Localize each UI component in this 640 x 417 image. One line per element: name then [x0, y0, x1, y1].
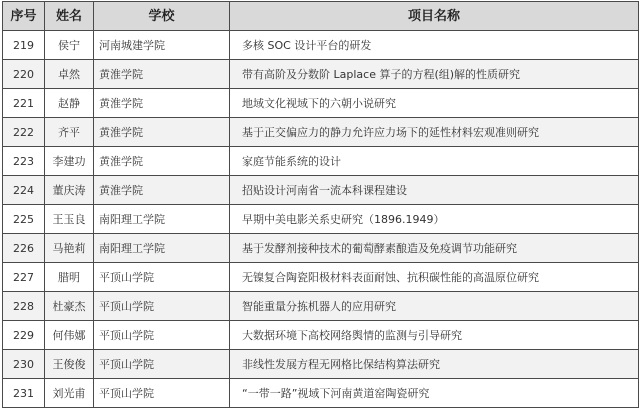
header-row: [3, 2, 639, 31]
cell-project: 带有高阶及分数阶 Laplace 算子的方程(组)解的性质研究: [230, 60, 639, 89]
table-row: [3, 234, 639, 263]
cell-school: 黄淮学院: [94, 89, 230, 118]
cell-name: 王俊俊: [45, 350, 94, 379]
cell-name: 马艳莉: [45, 234, 94, 263]
cell-name: 刘光甫: [45, 379, 94, 408]
cell-project: 基于发酵剂接种技术的葡萄酵素酿造及免疫调节功能研究: [230, 234, 639, 263]
table-row: [3, 350, 639, 379]
cell-name: 王玉良: [45, 205, 94, 234]
cell-project: 大数据环境下高校网络舆情的监测与引导研究: [230, 321, 639, 350]
table-row: [3, 205, 639, 234]
cell-school: 平顶山学院: [94, 292, 230, 321]
table-row: [3, 292, 639, 321]
table-row: [3, 176, 639, 205]
cell-school: 河南城建学院: [94, 31, 230, 60]
table-header: [3, 2, 639, 31]
table-row: [3, 263, 639, 292]
table-row: [3, 118, 639, 147]
cell-num: 220: [3, 60, 45, 89]
cell-num: 226: [3, 234, 45, 263]
cell-school: 黄淮学院: [94, 147, 230, 176]
header-name: 姓名: [45, 2, 94, 31]
cell-name: 董庆涛: [45, 176, 94, 205]
cell-project: 多核 SOC 设计平台的研发: [230, 31, 639, 60]
table-row: [3, 60, 639, 89]
cell-num: 222: [3, 118, 45, 147]
cell-num: 224: [3, 176, 45, 205]
table-row: [3, 31, 639, 60]
cell-num: 227: [3, 263, 45, 292]
cell-school: 南阳理工学院: [94, 205, 230, 234]
cell-num: 225: [3, 205, 45, 234]
cell-school: 平顶山学院: [94, 350, 230, 379]
cell-project: 基于正交偏应力的静力允许应力场下的延性材料宏观准则研究: [230, 118, 639, 147]
cell-school: 黄淮学院: [94, 176, 230, 205]
cell-num: 228: [3, 292, 45, 321]
cell-name: 李建功: [45, 147, 94, 176]
cell-name: 侯宁: [45, 31, 94, 60]
project-list-table: [2, 1, 639, 408]
cell-num: 229: [3, 321, 45, 350]
cell-project: 早期中美电影关系史研究（1896.1949）: [230, 205, 639, 234]
table-row: [3, 321, 639, 350]
cell-num: 221: [3, 89, 45, 118]
cell-num: 223: [3, 147, 45, 176]
header-school: 学校: [94, 2, 230, 31]
table-row: [3, 379, 639, 408]
cell-name: 赵静: [45, 89, 94, 118]
cell-school: 平顶山学院: [94, 321, 230, 350]
cell-project: 家庭节能系统的设计: [230, 147, 639, 176]
cell-num: 230: [3, 350, 45, 379]
cell-school: 黄淮学院: [94, 60, 230, 89]
table-row: [3, 89, 639, 118]
cell-project: 地域文化视域下的六朝小说研究: [230, 89, 639, 118]
cell-name: 卓然: [45, 60, 94, 89]
cell-project: 非线性发展方程无网格比保结构算法研究: [230, 350, 639, 379]
cell-name: 齐平: [45, 118, 94, 147]
header-project: 项目名称: [230, 2, 639, 31]
cell-num: 219: [3, 31, 45, 60]
table-body: [3, 31, 639, 408]
cell-project: “一带一路”视域下河南黄道窑陶瓷研究: [230, 379, 639, 408]
header-num: 序号: [3, 2, 45, 31]
cell-school: 平顶山学院: [94, 379, 230, 408]
cell-school: 南阳理工学院: [94, 234, 230, 263]
cell-school: 黄淮学院: [94, 118, 230, 147]
cell-name: 何伟娜: [45, 321, 94, 350]
cell-project: 智能重量分拣机器人的应用研究: [230, 292, 639, 321]
cell-project: 无镍复合陶瓷阳极材料表面耐蚀、抗积碳性能的高温原位研究: [230, 263, 639, 292]
cell-project: 招贴设计河南省一流本科课程建设: [230, 176, 639, 205]
cell-school: 平顶山学院: [94, 263, 230, 292]
cell-num: 231: [3, 379, 45, 408]
table-row: [3, 147, 639, 176]
cell-name: 腊明: [45, 263, 94, 292]
cell-name: 杜豪杰: [45, 292, 94, 321]
